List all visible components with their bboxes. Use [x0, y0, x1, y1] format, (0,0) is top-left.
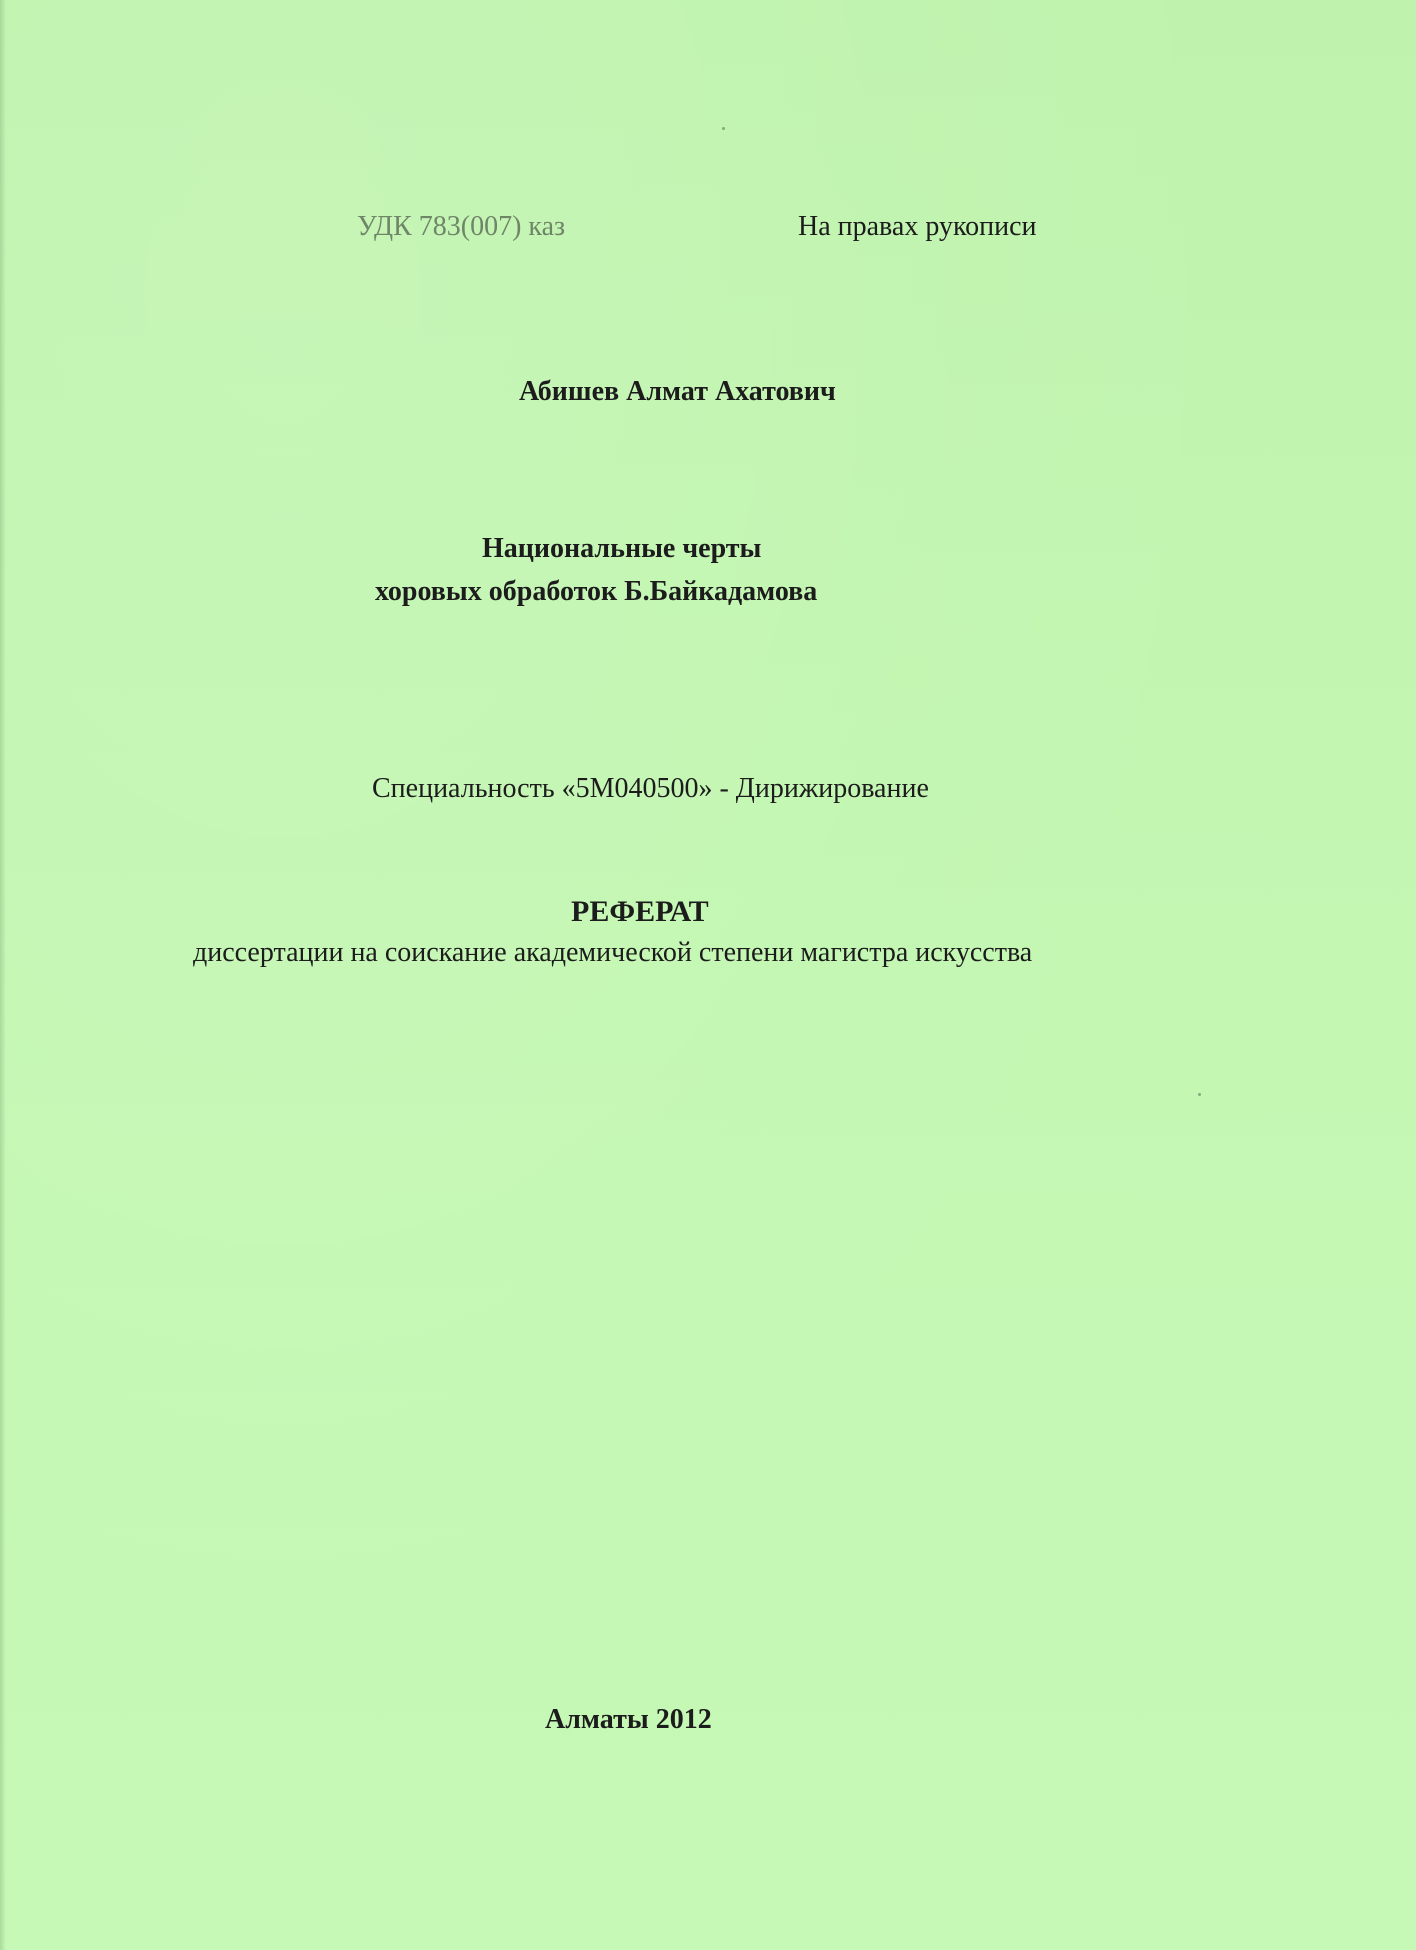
document-type-heading: РЕФЕРАТ	[571, 895, 709, 928]
udk-code: УДК 783(007) каз	[357, 211, 566, 242]
specialty-line: Специальность «5М040500» - Дирижирование	[372, 773, 929, 804]
page-edge-shadow	[0, 0, 6, 1950]
city-year: Алматы 2012	[545, 1704, 712, 1735]
author-name: Абишев Алмат Ахатович	[519, 376, 836, 407]
paper-speck	[1198, 1093, 1201, 1096]
paper-speck	[722, 127, 725, 130]
thesis-title-line-1: Национальные черты	[482, 533, 762, 564]
rights-note: На правах рукописи	[798, 211, 1037, 242]
thesis-title-line-2: хоровых обработок Б.Байкадамова	[375, 576, 818, 607]
document-subtitle: диссертации на соискание академической степени магистра искусства	[193, 937, 1033, 968]
